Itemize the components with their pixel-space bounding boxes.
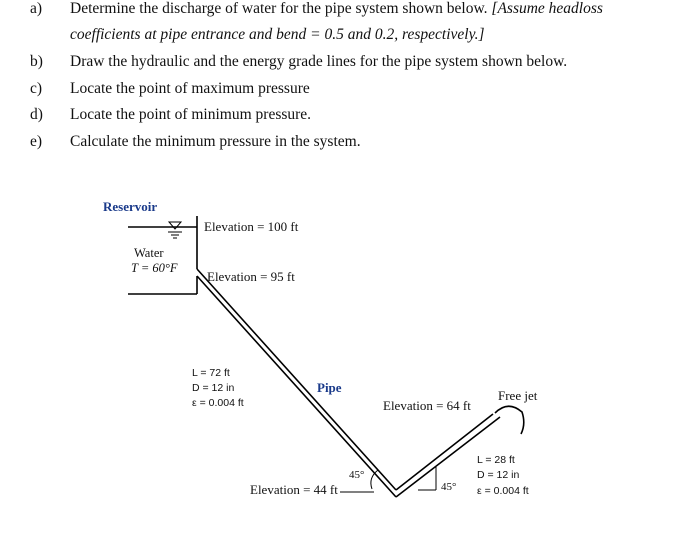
free-jet-arc [495, 406, 524, 434]
pipe2-diameter: D = 12 in [477, 469, 520, 481]
question-b-text: Draw the hydraulic and the energy grade lines for the pipe system shown below. [70, 53, 568, 70]
question-a-text: Determine the discharge of water for the pipe system shown below. [70, 0, 492, 17]
elevation-top-label: Elevation = 100 ft [204, 219, 299, 234]
pipe1-diameter: D = 12 in [192, 382, 235, 394]
elevation-entrance-label: Elevation = 95 ft [207, 269, 295, 284]
question-a-note: [Assume headloss [491, 0, 603, 17]
angle-arc-left-icon [371, 470, 378, 489]
free-jet-label: Free jet [498, 388, 538, 403]
temperature-label: T = 60°F [131, 261, 178, 275]
question-b-label: b) [30, 53, 43, 70]
elevation-exit-label: Elevation = 64 ft [383, 398, 471, 413]
question-d-label: d) [30, 106, 43, 123]
question-a-continuation: coefficients at pipe entrance and bend = 0.5 and 0.2, respectively.] [70, 26, 485, 43]
water-label: Water [134, 246, 164, 260]
pipe1-roughness: ε = 0.004 ft [192, 397, 244, 409]
pipe2-length: L = 28 ft [477, 454, 515, 466]
angle-right-label: 45° [441, 481, 457, 493]
question-d-text: Locate the point of minimum pressure. [70, 106, 312, 123]
question-c-label: c) [30, 80, 43, 97]
pipe1-length: L = 72 ft [192, 367, 230, 379]
question-a-label: a) [30, 0, 43, 17]
question-c-text: Locate the point of maximum pressure [70, 80, 310, 97]
angle-left-label: 45° [349, 469, 365, 481]
pipe2-roughness: ε = 0.004 ft [477, 485, 529, 497]
question-e-text: Calculate the minimum pressure in the system. [70, 133, 361, 150]
question-e-label: e) [30, 133, 43, 150]
reservoir-label: Reservoir [103, 199, 158, 214]
pipe-label: Pipe [317, 380, 342, 395]
elevation-bottom-label: Elevation = 44 ft [250, 482, 338, 497]
water-surface-marker-icon [168, 222, 182, 238]
